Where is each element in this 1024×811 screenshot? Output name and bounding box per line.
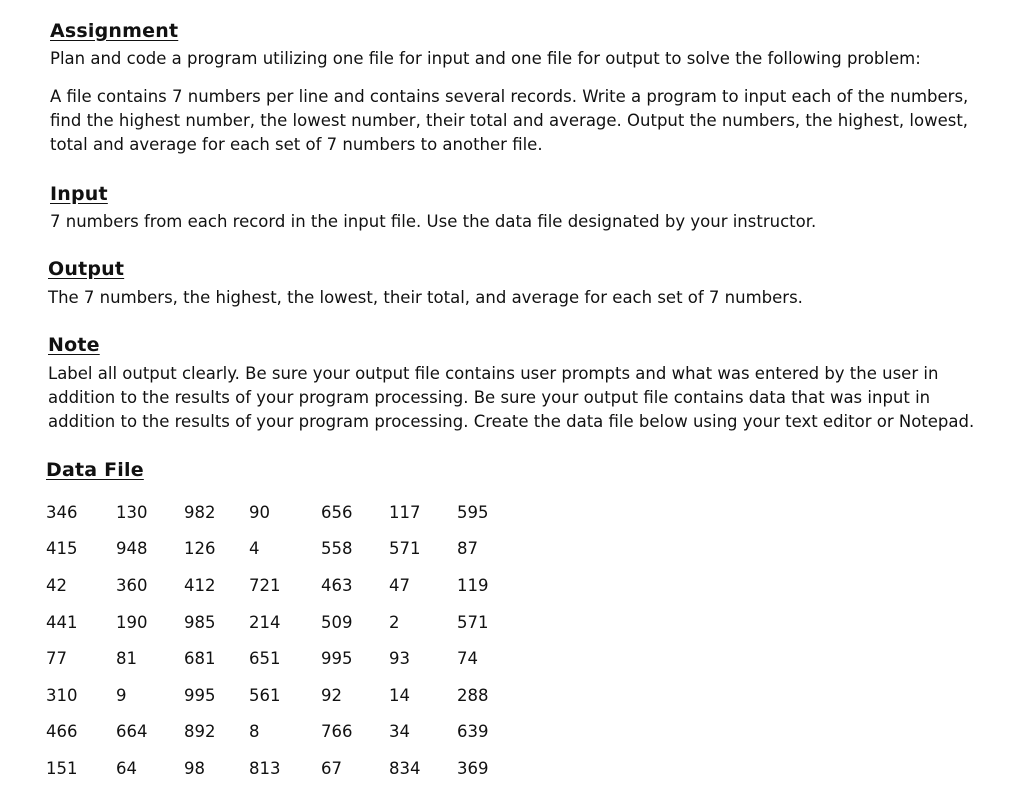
table-cell: 34 xyxy=(389,722,410,742)
table-cell: 4 xyxy=(249,539,260,559)
table-cell: 595 xyxy=(457,502,489,522)
table-cell: 571 xyxy=(457,612,489,632)
input-heading: Input xyxy=(50,183,108,205)
table-row xyxy=(46,714,517,751)
table-cell: 92 xyxy=(321,685,342,705)
assignment-heading: Assignment xyxy=(50,20,179,42)
note-line-1: Label all output clearly. Be sure your output file contains user prompts and what was entered by the user in xyxy=(48,364,939,383)
table-cell: 98 xyxy=(184,758,205,778)
table-cell: 87 xyxy=(457,539,478,559)
table-row xyxy=(46,567,517,604)
table-cell: 415 xyxy=(46,539,78,559)
table-cell: 42 xyxy=(46,575,67,595)
table-cell: 310 xyxy=(46,685,78,705)
table-cell: 441 xyxy=(46,612,78,632)
table-cell: 509 xyxy=(321,612,353,632)
input-text: 7 numbers from each record in the input file. Use the data file designated by your instructor. xyxy=(50,212,817,231)
table-cell: 656 xyxy=(321,502,353,522)
table-cell: 571 xyxy=(389,539,421,559)
table-row xyxy=(46,677,517,714)
output-text: The 7 numbers, the highest, the lowest, their total, and average for each set of 7 numbers. xyxy=(48,288,803,307)
table-cell: 985 xyxy=(184,612,216,632)
table-cell: 130 xyxy=(116,502,148,522)
table-row xyxy=(46,531,517,568)
data-file-heading: Data File xyxy=(46,459,144,481)
note-text xyxy=(48,362,974,434)
table-cell: 288 xyxy=(457,685,489,705)
table-cell: 834 xyxy=(389,758,421,778)
table-cell: 346 xyxy=(46,502,78,522)
data-file-table xyxy=(46,494,517,787)
assignment-intro: Plan and code a program utilizing one file for input and one file for output to solve the following problem: xyxy=(50,49,921,68)
table-cell: 67 xyxy=(321,758,342,778)
table-cell: 90 xyxy=(249,502,270,522)
table-cell: 126 xyxy=(184,539,216,559)
table-cell: 360 xyxy=(116,575,148,595)
table-cell: 8 xyxy=(249,722,260,742)
table-cell: 995 xyxy=(184,685,216,705)
table-cell: 639 xyxy=(457,722,489,742)
problem-line-3: total and average for each set of 7 numbers to another file. xyxy=(50,135,543,154)
problem-line-2: find the highest number, the lowest number, their total and average. Output the numbers, the highest, lowest, xyxy=(50,111,969,130)
output-heading: Output xyxy=(48,258,125,280)
table-cell: 14 xyxy=(389,685,410,705)
table-cell: 190 xyxy=(116,612,148,632)
table-cell: 466 xyxy=(46,722,78,742)
table-row xyxy=(46,604,517,641)
note-heading: Note xyxy=(48,334,100,356)
table-cell: 561 xyxy=(249,685,281,705)
table-cell: 948 xyxy=(116,539,148,559)
table-cell: 119 xyxy=(457,575,489,595)
table-cell: 64 xyxy=(116,758,137,778)
table-cell: 77 xyxy=(46,649,67,669)
table-cell: 766 xyxy=(321,722,353,742)
table-cell: 651 xyxy=(249,649,281,669)
table-cell: 681 xyxy=(184,649,216,669)
problem-line-1: A file contains 7 numbers per line and contains several records. Write a program to input each of the numbers, xyxy=(50,87,969,106)
note-line-2: addition to the results of your program processing. Be sure your output file contains data that was input in xyxy=(48,388,931,407)
table-cell: 93 xyxy=(389,649,410,669)
table-cell: 813 xyxy=(249,758,281,778)
table-cell: 721 xyxy=(249,575,281,595)
table-cell: 463 xyxy=(321,575,353,595)
table-cell: 74 xyxy=(457,649,478,669)
table-row xyxy=(46,750,517,787)
table-cell: 995 xyxy=(321,649,353,669)
table-cell: 369 xyxy=(457,758,489,778)
table-cell: 982 xyxy=(184,502,216,522)
table-cell: 412 xyxy=(184,575,216,595)
table-cell: 9 xyxy=(116,685,127,705)
table-cell: 214 xyxy=(249,612,281,632)
table-cell: 81 xyxy=(116,649,137,669)
table-cell: 151 xyxy=(46,758,78,778)
table-cell: 558 xyxy=(321,539,353,559)
table-cell: 2 xyxy=(389,612,400,632)
table-cell: 117 xyxy=(389,502,421,522)
table-cell: 892 xyxy=(184,722,216,742)
problem-description xyxy=(50,85,968,157)
note-line-3: addition to the results of your program processing. Create the data file below using your text editor or Notepad. xyxy=(48,412,975,431)
table-cell: 664 xyxy=(116,722,148,742)
table-row xyxy=(46,494,517,531)
table-row xyxy=(46,640,517,677)
table-cell: 47 xyxy=(389,575,410,595)
